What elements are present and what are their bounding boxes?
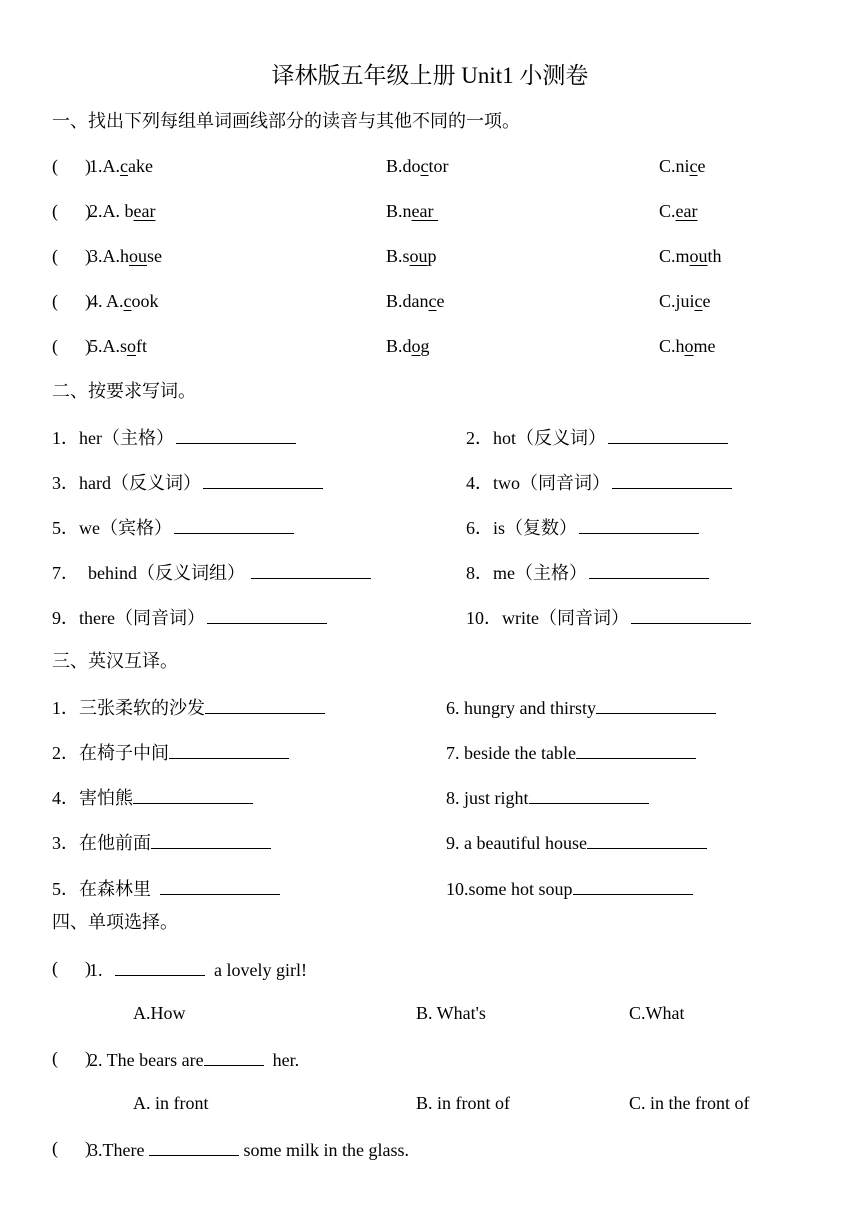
answer-paren[interactable]: ( ) <box>52 156 91 176</box>
answer-blank[interactable] <box>205 695 325 714</box>
answer-blank[interactable] <box>174 515 294 534</box>
answer-blank[interactable] <box>631 605 751 624</box>
word-task: 2．hot（反义词） <box>466 425 728 449</box>
question-number: 2.A. bear <box>89 201 156 221</box>
option-b: B.near <box>386 201 438 221</box>
choice-question: 3.There some milk in the glass. <box>89 1137 409 1161</box>
word-task: 8．me（主格） <box>466 560 709 584</box>
word-task: 3．hard（反义词） <box>52 470 323 494</box>
answer-paren[interactable]: ( ) <box>52 336 91 356</box>
option-c: C.mouth <box>659 246 722 266</box>
answer-blank[interactable] <box>251 560 371 579</box>
question-number: 3.A.house <box>89 246 162 266</box>
option-a: A.How <box>133 1003 186 1023</box>
option-b: B.dance <box>386 291 445 311</box>
choice-question: 2. The bears are her. <box>89 1047 299 1071</box>
answer-blank[interactable] <box>573 876 693 895</box>
answer-blank[interactable] <box>160 876 280 895</box>
option-b: B.doctor <box>386 156 449 176</box>
answer-blank[interactable] <box>207 605 327 624</box>
answer-paren[interactable]: ( ) <box>52 1048 91 1068</box>
option-b: B. in front of <box>416 1093 510 1113</box>
word-task: 7． behind（反义词组） <box>52 560 371 584</box>
answer-blank[interactable] <box>203 470 323 489</box>
translation-task: 3．在他前面 <box>52 830 271 854</box>
answer-paren[interactable]: ( ) <box>52 246 91 266</box>
section3-heading: 三、英汉互译。 <box>52 651 178 671</box>
translation-task: 9. a beautiful house <box>446 830 707 854</box>
answer-blank[interactable] <box>115 957 205 976</box>
answer-blank[interactable] <box>151 830 271 849</box>
answer-blank[interactable] <box>204 1047 264 1066</box>
question-number: 1.A.cake <box>89 156 153 176</box>
word-task: 1．her（主格） <box>52 425 296 449</box>
translation-task: 1．三张柔软的沙发 <box>52 695 325 719</box>
choice-question: 1. a lovely girl! <box>89 957 307 981</box>
word-task: 5．we（宾格） <box>52 515 294 539</box>
answer-blank[interactable] <box>579 515 699 534</box>
word-task: 10．write（同音词） <box>466 605 751 629</box>
section4-heading: 四、单项选择。 <box>52 912 178 932</box>
answer-blank[interactable] <box>612 470 732 489</box>
translation-task: 2．在椅子中间 <box>52 740 289 764</box>
answer-blank[interactable] <box>529 785 649 804</box>
option-b: B.dog <box>386 336 430 356</box>
translation-task: 10.some hot soup <box>446 876 693 900</box>
answer-blank[interactable] <box>589 560 709 579</box>
answer-blank[interactable] <box>149 1137 239 1156</box>
option-b: B. What's <box>416 1003 486 1023</box>
option-c: C.nice <box>659 156 706 176</box>
answer-blank[interactable] <box>596 695 716 714</box>
section1-heading: 一、找出下列每组单词画线部分的读音与其他不同的一项。 <box>52 111 520 131</box>
answer-blank[interactable] <box>587 830 707 849</box>
option-c: C.ear <box>659 201 698 221</box>
question-number: 4. A.cook <box>89 291 159 311</box>
option-a: A. in front <box>133 1093 209 1113</box>
option-c: C.home <box>659 336 716 356</box>
answer-paren[interactable]: ( ) <box>52 958 91 978</box>
option-b: B.soup <box>386 246 437 266</box>
translation-task: 6. hungry and thirsty <box>446 695 716 719</box>
section2-heading: 二、按要求写词。 <box>52 381 196 401</box>
word-task: 9．there（同音词） <box>52 605 327 629</box>
answer-blank[interactable] <box>608 425 728 444</box>
page-title: 译林版五年级上册 Unit1 小测卷 <box>271 63 589 88</box>
answer-paren[interactable]: ( ) <box>52 291 91 311</box>
answer-paren[interactable]: ( ) <box>52 201 91 221</box>
option-c: C. in the front of <box>629 1093 750 1113</box>
answer-paren[interactable]: ( ) <box>52 1138 91 1158</box>
word-task: 4．two（同音词） <box>466 470 732 494</box>
answer-blank[interactable] <box>176 425 296 444</box>
answer-blank[interactable] <box>169 740 289 759</box>
translation-task: 4．害怕熊 <box>52 785 253 809</box>
option-c: C.What <box>629 1003 685 1023</box>
answer-blank[interactable] <box>576 740 696 759</box>
translation-task: 8. just right <box>446 785 649 809</box>
translation-task: 5．在森林里 <box>52 876 280 900</box>
option-c: C.juice <box>659 291 711 311</box>
word-task: 6．is（复数） <box>466 515 699 539</box>
answer-blank[interactable] <box>133 785 253 804</box>
question-number: 5.A.soft <box>89 336 148 356</box>
translation-task: 7. beside the table <box>446 740 696 764</box>
